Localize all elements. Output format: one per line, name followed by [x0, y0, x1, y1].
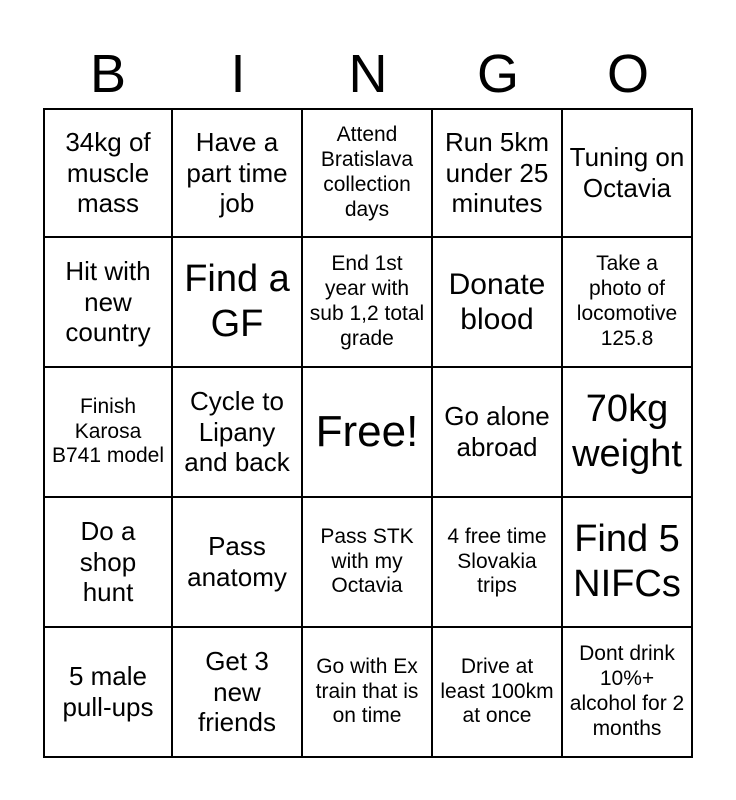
header-letter-i: I: [230, 44, 246, 104]
bingo-cell-text: Donate blood: [448, 267, 546, 336]
header-letter-b: B: [89, 44, 127, 104]
header-letter-n: N: [348, 44, 388, 104]
header-letter-o: O: [606, 44, 649, 104]
bingo-cell-text: End 1st year with sub 1,2 total grade: [309, 252, 425, 350]
bingo-cell[interactable]: [433, 108, 563, 238]
bingo-cell-text: Hit with new country: [65, 255, 151, 348]
header-letter-g: G: [476, 44, 519, 104]
bingo-cell-text: Take a photo of locomotive 125.8: [576, 252, 678, 350]
bingo-cell-text: Drive at least 100km at once: [440, 654, 554, 728]
free-space-text: Free!: [315, 407, 419, 457]
bingo-cell-text: Get 3 new friends: [197, 645, 277, 738]
bingo-cell-text: Tuning on Octavia: [569, 142, 685, 203]
bingo-cell[interactable]: [563, 108, 693, 238]
bingo-cell[interactable]: [433, 238, 563, 368]
bingo-cell-text: Finish Karosa B741 model: [51, 394, 165, 468]
bingo-cell-free[interactable]: [303, 368, 433, 498]
bingo-cell[interactable]: [303, 238, 433, 368]
bingo-cell[interactable]: [433, 628, 563, 758]
bingo-cell-text: Find 5 NIFCs: [573, 518, 681, 605]
bingo-cell-text: Go alone abroad: [444, 401, 550, 462]
bingo-cell[interactable]: [433, 498, 563, 628]
bingo-cell[interactable]: [563, 498, 693, 628]
bingo-cell[interactable]: [303, 108, 433, 238]
bingo-cell-text: 34kg of muscle mass: [65, 126, 151, 219]
bingo-cell[interactable]: [303, 628, 433, 758]
bingo-cell-text: Dont drink 10%+ alcohol for 2 months: [569, 642, 685, 740]
bingo-cell-text: Run 5km under 25 minutes: [444, 126, 550, 219]
bingo-cell[interactable]: [173, 368, 303, 498]
bingo-cell-text: Find a GF: [184, 258, 290, 345]
bingo-cell-text: 70kg weight: [572, 388, 682, 475]
bingo-cell-text: Attend Bratislava collection days: [320, 123, 414, 221]
bingo-cell[interactable]: [563, 628, 693, 758]
bingo-board: [43, 108, 693, 758]
bingo-cell[interactable]: [43, 108, 173, 238]
bingo-cell[interactable]: [43, 498, 173, 628]
bingo-cell[interactable]: [43, 368, 173, 498]
bingo-cell[interactable]: [563, 238, 693, 368]
bingo-cell-text: Pass anatomy: [187, 531, 287, 592]
bingo-cell[interactable]: [563, 368, 693, 498]
bingo-cell-text: 5 male pull-ups: [62, 661, 154, 722]
bingo-cell-text: Do a shop hunt: [79, 515, 137, 608]
bingo-cell-text: Cycle to Lipany and back: [184, 385, 290, 478]
bingo-cell[interactable]: [173, 238, 303, 368]
bingo-cell[interactable]: [173, 498, 303, 628]
bingo-cell-text: 4 free time Slovakia trips: [447, 524, 547, 598]
bingo-cell-text: Go with Ex train that is on time: [315, 654, 419, 728]
bingo-cell-text: Pass STK with my Octavia: [320, 524, 414, 598]
bingo-cell-text: Have a part time job: [186, 126, 288, 219]
bingo-cell[interactable]: [43, 238, 173, 368]
bingo-cell[interactable]: [173, 108, 303, 238]
bingo-cell[interactable]: [303, 498, 433, 628]
bingo-header: [43, 40, 693, 108]
bingo-cell[interactable]: [43, 628, 173, 758]
bingo-cell[interactable]: [173, 628, 303, 758]
bingo-cell[interactable]: [433, 368, 563, 498]
